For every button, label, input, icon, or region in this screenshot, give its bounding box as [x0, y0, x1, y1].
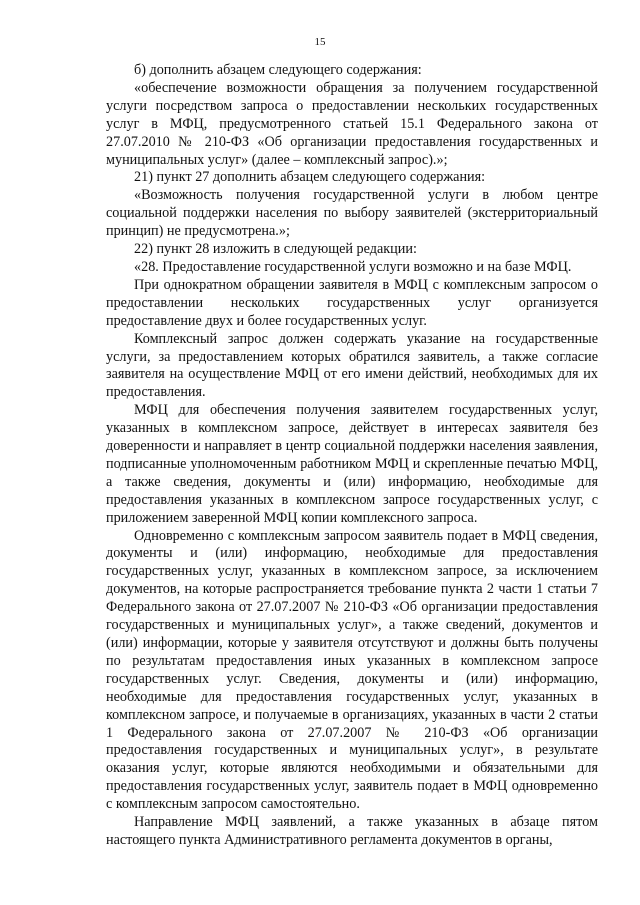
- paragraph-9: МФЦ для обеспечения получения заявителем государственных услуг, указанных в комплексном запросе, действует в интересах заявителя без доверенности и направляет в центр социальной поддержки населения заявления, подписанные уполномоченным работником МФЦ и скрепленные печатью МФЦ, а также сведения, документы и (или) информацию, необходимые для предоставления указанных в комплексном запросе государственных услуг, с приложением заверенной МФЦ копии комплексного запроса.: [106, 402, 598, 526]
- paragraph-10: Одновременно с комплексным запросом заявитель подает в МФЦ сведения, документы и (или) информацию, необходимые для предоставления государственных услуг, указанных в комплексном запросе, за исключением документов, на которые распространяется требование пункта 2 части 1 статьи 7 Федерального закона от 27.07.2007 № 210-ФЗ «Об организации предоставления государственных и муниципальных услуг», а также сведений, документов и (или) информации, которые у заявителя отсутствуют и должны быть получены по результатам предоставления иных указанных в комплексном запросе государственных услуг. Сведения, документы и (или) информацию, необходимые для предоставления государственных услуг, указанных в комплексном запросе, и получаемые в организациях, указанных в части 2 статьи 1 Федерального закона от 27.07.2007 № 210-ФЗ «Об организации предоставления государственных и муниципальных услуг», в результате оказания услуг, которые являются необходимыми и обязательными для предоставления государственных услуг, заявитель подает в МФЦ одновременно с комплексным запросом самостоятельно.: [106, 527, 598, 813]
- paragraph-11: Направление МФЦ заявлений, а также указанных в абзаце пятом настоящего пункта Административного регламента документов в органы,: [106, 814, 598, 848]
- paragraph-7: При однократном обращении заявителя в МФЦ с комплексным запросом о предоставлении нескольких государственных услуг организуется предоставление двух и более государственных услуг.: [106, 276, 598, 329]
- paragraph-5: 22) пункт 28 изложить в следующей редакции:: [134, 241, 417, 258]
- body-text: [106, 62, 598, 850]
- paragraph-6: «28. Предоставление государственной услуги возможно и на базе МФЦ.: [134, 258, 572, 275]
- page-number: 15: [314, 36, 326, 48]
- paragraph-8: Комплексный запрос должен содержать указание на государственные услуги, за предоставлением которых обратился заявитель, а также согласие заявителя на осуществление МФЦ от его имени действий, необходимых для их предоставления.: [106, 330, 598, 401]
- paragraph-1: б) дополнить абзацем следующего содержания:: [134, 62, 422, 78]
- paragraph-2: «обеспечение возможности обращения за получением государственной услуги посредством запроса о предоставлении нескольких государственных услуг в МФЦ, предусмотренного статьей 15.1 Федерального закона от 27.07.2010 № 210-ФЗ «Об организации предоставления государственных и муниципальных услуг» (далее – комплексный запрос).»;: [106, 79, 598, 168]
- paragraph-3: 21) пункт 27 дополнить абзацем следующего содержания:: [134, 169, 486, 186]
- paragraph-4: «Возможность получения государственной услуги в любом центре социальной поддержки населения по выбору заявителей (экстерриториальный принцип) не предусмотрена.»;: [106, 187, 598, 240]
